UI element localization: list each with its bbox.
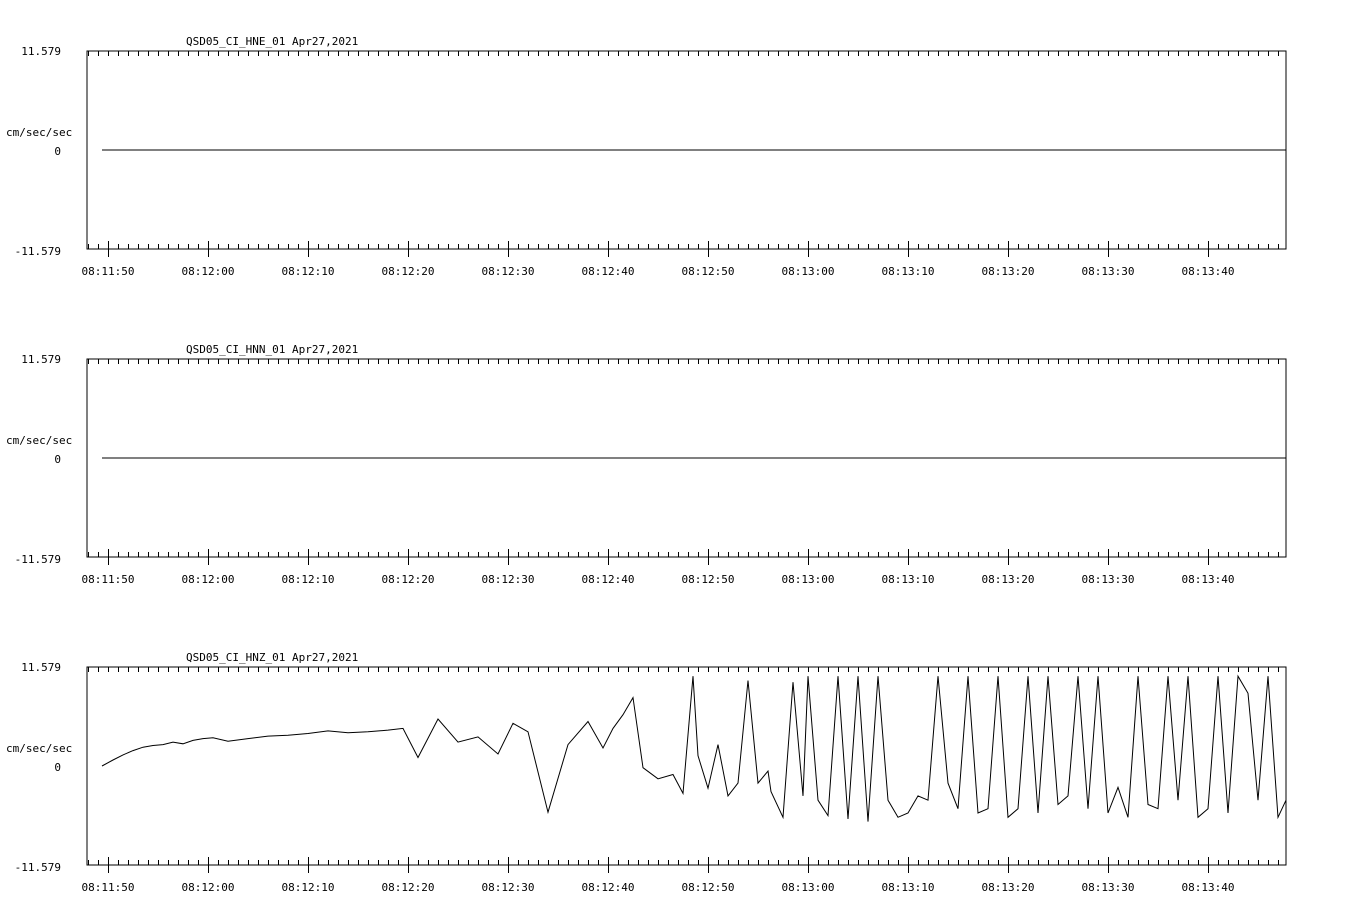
x-tick-label: 08:12:10	[281, 573, 335, 586]
x-tick-label: 08:12:10	[281, 265, 335, 278]
y-axis-label: cm/sec/sec	[6, 742, 73, 755]
x-tick-label: 08:13:10	[881, 881, 935, 894]
x-tick-label: 08:13:10	[881, 573, 935, 586]
x-tick-labels	[82, 573, 1235, 586]
x-tick-label: 08:13:20	[981, 573, 1035, 586]
x-tick-label: 08:12:30	[481, 573, 535, 586]
x-tick-label: 08:13:20	[981, 265, 1035, 278]
y-tick-label-min: -11.579	[14, 861, 61, 874]
x-tick-label: 08:12:20	[381, 265, 435, 278]
x-tick-label: 08:13:30	[1081, 265, 1135, 278]
waveform-trace	[102, 676, 1286, 821]
panel-hne	[6, 35, 1286, 278]
y-tick-label-zero: 0	[54, 453, 61, 466]
x-tick-label: 08:13:40	[1181, 265, 1235, 278]
x-tick-label: 08:12:40	[581, 881, 635, 894]
x-tick-label: 08:13:30	[1081, 573, 1135, 586]
y-tick-label-max: 11.579	[21, 353, 61, 366]
panel-hnz	[6, 651, 1286, 894]
x-tick-label: 08:13:00	[781, 573, 835, 586]
x-tick-label: 08:12:40	[581, 573, 635, 586]
x-tick-label: 08:12:20	[381, 881, 435, 894]
panel-title: QSD05_CI_HNZ_01 Apr27,2021	[186, 651, 359, 664]
x-tick-label: 08:13:40	[1181, 881, 1235, 894]
x-tick-labels	[82, 265, 1235, 278]
x-tick-label: 08:13:10	[881, 265, 935, 278]
y-tick-label-zero: 0	[54, 761, 61, 774]
panel-hnn	[6, 343, 1286, 586]
x-tick-label: 08:13:30	[1081, 881, 1135, 894]
x-tick-label: 08:13:00	[781, 265, 835, 278]
y-axis-label: cm/sec/sec	[6, 434, 73, 447]
y-tick-label-zero: 0	[54, 145, 61, 158]
y-tick-label-min: -11.579	[14, 245, 61, 258]
plot-frame	[87, 667, 1286, 865]
y-tick-label-max: 11.579	[21, 45, 61, 58]
x-tick-label: 08:13:20	[981, 881, 1035, 894]
y-tick-label-max: 11.579	[21, 661, 61, 674]
tick-marks	[89, 51, 1279, 257]
x-tick-label: 08:12:10	[281, 881, 335, 894]
tick-marks	[89, 359, 1279, 565]
x-tick-label: 08:12:40	[581, 265, 635, 278]
x-tick-label: 08:12:50	[681, 881, 735, 894]
x-tick-label: 08:11:50	[81, 881, 135, 894]
y-tick-label-min: -11.579	[14, 553, 61, 566]
panel-title: QSD05_CI_HNN_01 Apr27,2021	[186, 343, 359, 356]
x-tick-label: 08:12:00	[181, 265, 235, 278]
x-tick-label: 08:12:20	[381, 573, 435, 586]
x-tick-label: 08:12:50	[681, 573, 735, 586]
x-tick-label: 08:12:50	[681, 265, 735, 278]
y-axis-label: cm/sec/sec	[6, 126, 73, 139]
x-tick-label: 08:13:00	[781, 881, 835, 894]
x-tick-label: 08:11:50	[81, 265, 135, 278]
x-tick-label: 08:12:30	[481, 265, 535, 278]
panel-title: QSD05_CI_HNE_01 Apr27,2021	[186, 35, 359, 48]
x-tick-label: 08:13:40	[1181, 573, 1235, 586]
x-tick-label: 08:11:50	[81, 573, 135, 586]
x-tick-label: 08:12:30	[481, 881, 535, 894]
x-tick-label: 08:12:00	[181, 573, 235, 586]
x-tick-labels	[82, 881, 1235, 894]
x-tick-label: 08:12:00	[181, 881, 235, 894]
